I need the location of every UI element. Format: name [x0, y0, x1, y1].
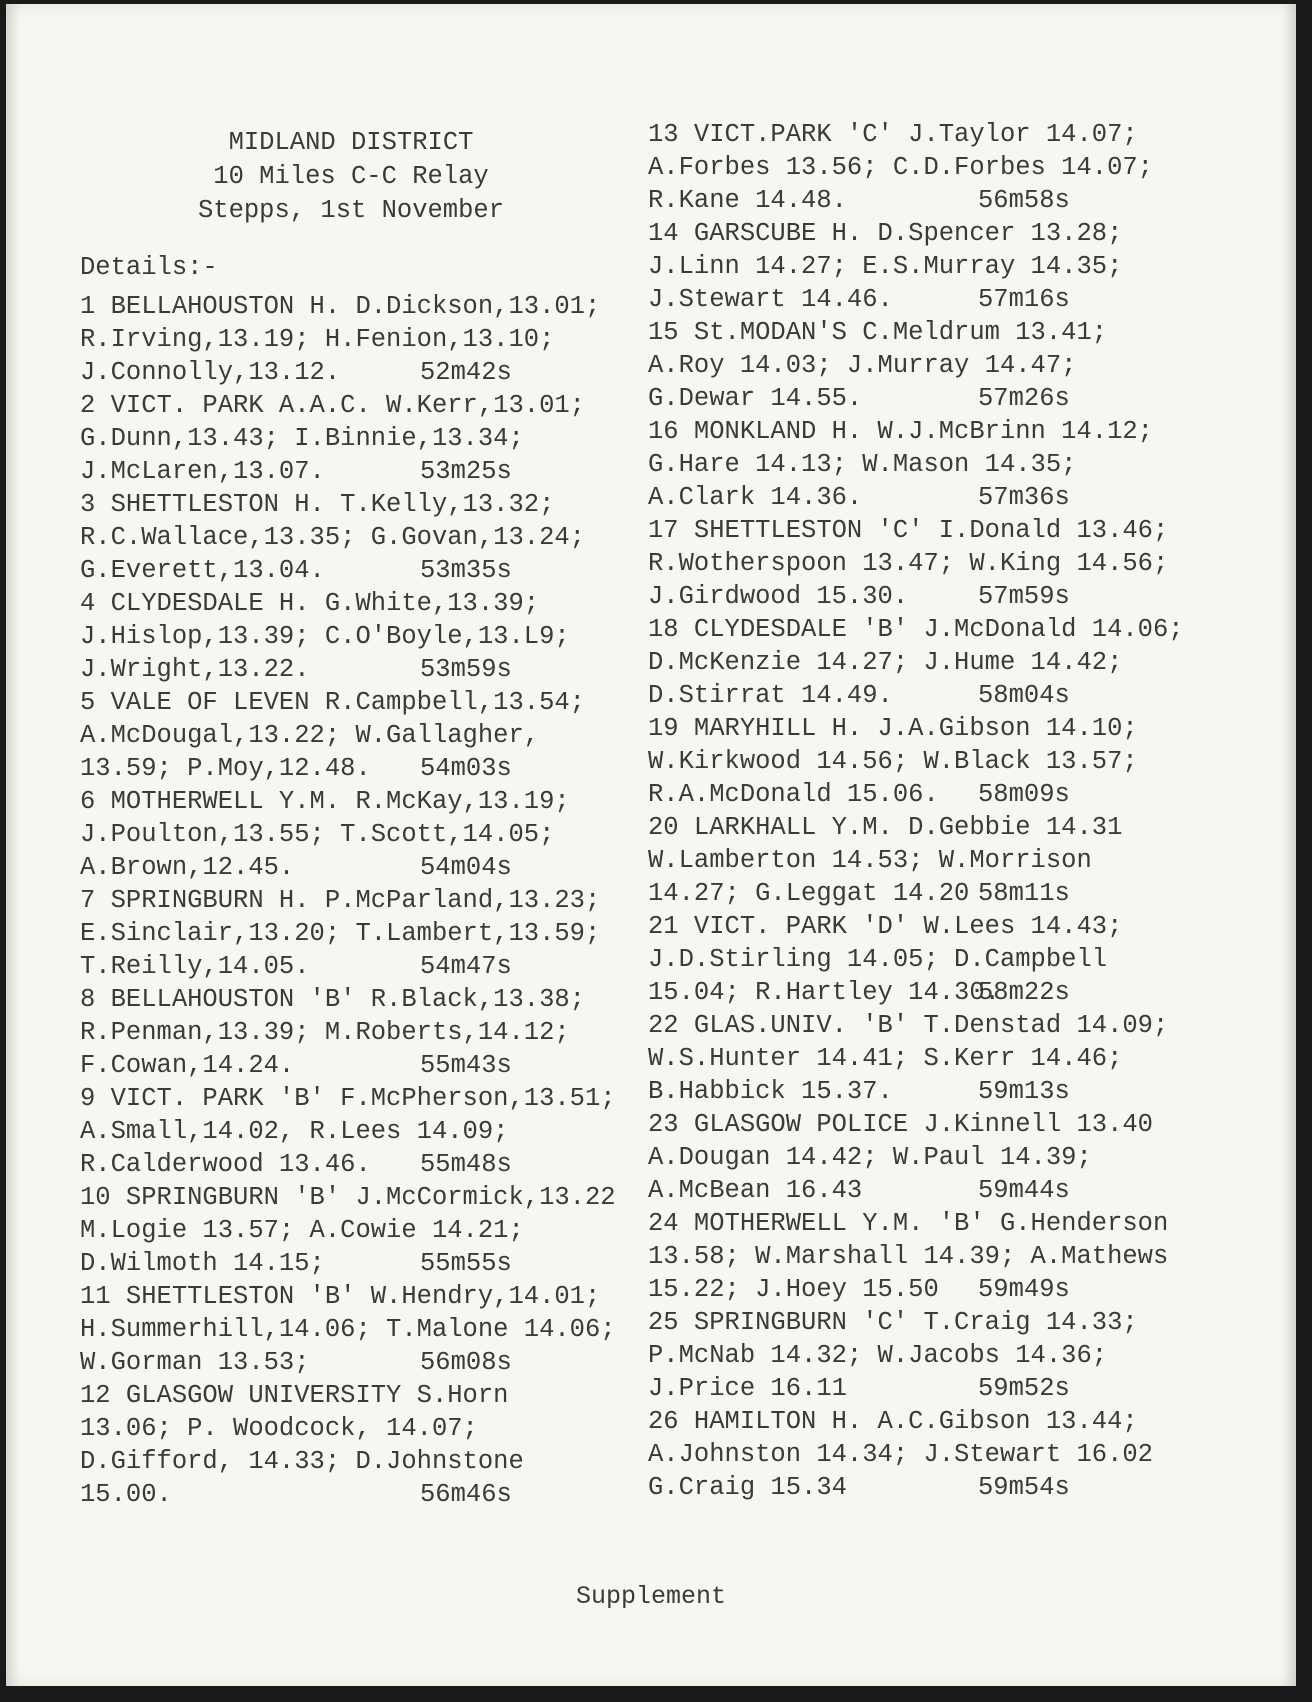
result-line: 3 SHETTLESTON H. T.Kelly,13.32;: [80, 490, 555, 519]
result-line: A.Forbes 13.56; C.D.Forbes 14.07;: [648, 153, 1153, 182]
result-line: H.Summerhill,14.06; T.Malone 14.06;: [80, 1315, 616, 1344]
result-line: T.Reilly,14.05.: [80, 952, 310, 981]
result-line: R.Kane 14.48.: [648, 186, 847, 215]
result-line: D.Stirrat 14.49.: [648, 681, 893, 710]
result-line: J.Linn 14.27; E.S.Murray 14.35;: [648, 252, 1123, 281]
result-line: 24 MOTHERWELL Y.M. 'B' G.Henderson: [648, 1209, 1169, 1238]
team-total-time: 58m09s: [978, 780, 1070, 809]
result-line: 13 VICT.PARK 'C' J.Taylor 14.07;: [648, 120, 1138, 149]
result-line: 14 GARSCUBE H. D.Spencer 13.28;: [648, 219, 1123, 248]
team-total-time: 59m52s: [978, 1374, 1070, 1403]
result-line: 16 MONKLAND H. W.J.McBrinn 14.12;: [648, 417, 1153, 446]
result-line: 20 LARKHALL Y.M. D.Gebbie 14.31: [648, 813, 1123, 842]
result-line: A.McDougal,13.22; W.Gallagher,: [80, 721, 540, 750]
result-line: W.Gorman 13.53;: [80, 1348, 310, 1377]
heading-event: 10 Miles C-C Relay: [213, 162, 489, 191]
result-line: 23 GLASGOW POLICE J.Kinnell 13.40: [648, 1110, 1153, 1139]
team-total-time: 57m36s: [978, 483, 1070, 512]
result-line: J.McLaren,13.07.: [80, 457, 325, 486]
result-line: 13.06; P. Woodcock, 14.07;: [80, 1414, 478, 1443]
result-line: 5 VALE OF LEVEN R.Campbell,13.54;: [80, 688, 585, 717]
result-line: B.Habbick 15.37.: [648, 1077, 893, 1106]
result-line: E.Sinclair,13.20; T.Lambert,13.59;: [80, 919, 601, 948]
result-line: 17 SHETTLESTON 'C' I.Donald 13.46;: [648, 516, 1169, 545]
team-total-time: 57m16s: [978, 285, 1070, 314]
team-total-time: 54m04s: [420, 853, 512, 882]
team-total-time: 55m43s: [420, 1051, 512, 1080]
result-line: J.Stewart 14.46.: [648, 285, 893, 314]
page-edge-right: [1282, 4, 1296, 1686]
result-line: G.Hare 14.13; W.Mason 14.35;: [648, 450, 1077, 479]
result-line: G.Craig 15.34: [648, 1473, 847, 1502]
result-line: 19 MARYHILL H. J.A.Gibson 14.10;: [648, 714, 1138, 743]
result-line: R.Irving,13.19; H.Fenion,13.10;: [80, 325, 555, 354]
team-total-time: 57m26s: [978, 384, 1070, 413]
result-line: R.Wotherspoon 13.47; W.King 14.56;: [648, 549, 1169, 578]
result-line: 4 CLYDESDALE H. G.White,13.39;: [80, 589, 540, 618]
result-line: 11 SHETTLESTON 'B' W.Hendry,14.01;: [80, 1282, 601, 1311]
heading-venue-date: Stepps, 1st November: [197, 196, 505, 225]
result-line: 9 VICT. PARK 'B' F.McPherson,13.51;: [80, 1084, 616, 1113]
result-line: 2 VICT. PARK A.A.C. W.Kerr,13.01;: [80, 391, 585, 420]
result-line: 12 GLASGOW UNIVERSITY S.Horn: [80, 1381, 509, 1410]
result-line: 15 St.MODAN'S C.Meldrum 13.41;: [648, 318, 1108, 347]
result-line: 18 CLYDESDALE 'B' J.McDonald 14.06;: [648, 615, 1184, 644]
result-line: R.Calderwood 13.46.: [80, 1150, 371, 1179]
team-total-time: 53m59s: [420, 655, 512, 684]
footer-label: Supplement: [575, 1582, 727, 1611]
result-line: D.Wilmoth 14.15;: [80, 1249, 325, 1278]
result-line: 10 SPRINGBURN 'B' J.McCormick,13.22: [80, 1183, 616, 1212]
result-line: D.Gifford, 14.33; D.Johnstone: [80, 1447, 524, 1476]
result-line: 15.00.: [80, 1480, 172, 1509]
result-line: J.Girdwood 15.30.: [648, 582, 909, 611]
team-total-time: 58m22s: [978, 978, 1070, 1007]
team-total-time: 56m58s: [978, 186, 1070, 215]
result-line: W.Lamberton 14.53; W.Morrison: [648, 846, 1092, 875]
result-line: R.Penman,13.39; M.Roberts,14.12;: [80, 1018, 570, 1047]
team-total-time: 56m46s: [420, 1480, 512, 1509]
result-line: R.C.Wallace,13.35; G.Govan,13.24;: [80, 523, 585, 552]
result-line: 7 SPRINGBURN H. P.McParland,13.23;: [80, 886, 601, 915]
result-line: A.Clark 14.36.: [648, 483, 863, 512]
team-total-time: 59m44s: [978, 1176, 1070, 1205]
result-line: 13.59; P.Moy,12.48.: [80, 754, 371, 783]
document-heading: [86, 126, 616, 228]
result-line: 21 VICT. PARK 'D' W.Lees 14.43;: [648, 912, 1123, 941]
team-total-time: 54m47s: [420, 952, 512, 981]
result-line: A.Johnston 14.34; J.Stewart 16.02: [648, 1440, 1153, 1469]
team-total-time: 52m42s: [420, 358, 512, 387]
team-total-time: 57m59s: [978, 582, 1070, 611]
result-line: F.Cowan,14.24.: [80, 1051, 295, 1080]
document-page: [6, 4, 1296, 1686]
result-line: 13.58; W.Marshall 14.39; A.Mathews: [648, 1242, 1169, 1271]
result-line: P.McNab 14.32; W.Jacobs 14.36;: [648, 1341, 1108, 1370]
page-edge-left: [6, 4, 20, 1686]
team-total-time: 58m11s: [978, 879, 1070, 908]
heading-title: MIDLAND DISTRICT: [228, 128, 474, 157]
result-line: 25 SPRINGBURN 'C' T.Craig 14.33;: [648, 1308, 1138, 1337]
result-line: R.A.McDonald 15.06.: [648, 780, 939, 809]
result-line: A.McBean 16.43: [648, 1176, 863, 1205]
team-total-time: 53m25s: [420, 457, 512, 486]
team-total-time: 54m03s: [420, 754, 512, 783]
team-total-time: 59m54s: [978, 1473, 1070, 1502]
result-line: W.S.Hunter 14.41; S.Kerr 14.46;: [648, 1044, 1123, 1073]
team-total-time: 55m55s: [420, 1249, 512, 1278]
team-total-time: 55m48s: [420, 1150, 512, 1179]
team-total-time: 53m35s: [420, 556, 512, 585]
team-total-time: 59m49s: [978, 1275, 1070, 1304]
result-line: J.Connolly,13.12.: [80, 358, 341, 387]
result-line: J.Hislop,13.39; C.O'Boyle,13.L9;: [80, 622, 570, 651]
result-line: 8 BELLAHOUSTON 'B' R.Black,13.38;: [80, 985, 585, 1014]
result-line: D.McKenzie 14.27; J.Hume 14.42;: [648, 648, 1123, 677]
result-line: A.Small,14.02, R.Lees 14.09;: [80, 1117, 509, 1146]
result-line: 26 HAMILTON H. A.C.Gibson 13.44;: [648, 1407, 1138, 1436]
result-line: G.Everett,13.04.: [80, 556, 325, 585]
team-total-time: 58m04s: [978, 681, 1070, 710]
result-line: 14.27; G.Leggat 14.20: [648, 879, 970, 908]
result-line: A.Roy 14.03; J.Murray 14.47;: [648, 351, 1077, 380]
result-line: J.Poulton,13.55; T.Scott,14.05;: [80, 820, 555, 849]
result-line: 6 MOTHERWELL Y.M. R.McKay,13.19;: [80, 787, 570, 816]
result-line: A.Dougan 14.42; W.Paul 14.39;: [648, 1143, 1092, 1172]
result-line: Details:-: [80, 253, 218, 282]
result-line: J.Wright,13.22.: [80, 655, 310, 684]
result-line: M.Logie 13.57; A.Cowie 14.21;: [80, 1216, 524, 1245]
team-total-time: 59m13s: [978, 1077, 1070, 1106]
result-line: J.D.Stirling 14.05; D.Campbell: [648, 945, 1108, 974]
result-line: 15.04; R.Hartley 14.30.: [648, 978, 1000, 1007]
result-line: 15.22; J.Hoey 15.50: [648, 1275, 939, 1304]
result-line: 1 BELLAHOUSTON H. D.Dickson,13.01;: [80, 292, 601, 321]
result-line: 22 GLAS.UNIV. 'B' T.Denstad 14.09;: [648, 1011, 1169, 1040]
team-total-time: 56m08s: [420, 1348, 512, 1377]
result-line: J.Price 16.11: [648, 1374, 847, 1403]
result-line: A.Brown,12.45.: [80, 853, 295, 882]
result-line: G.Dunn,13.43; I.Binnie,13.34;: [80, 424, 524, 453]
result-line: G.Dewar 14.55.: [648, 384, 863, 413]
result-line: W.Kirkwood 14.56; W.Black 13.57;: [648, 747, 1138, 776]
